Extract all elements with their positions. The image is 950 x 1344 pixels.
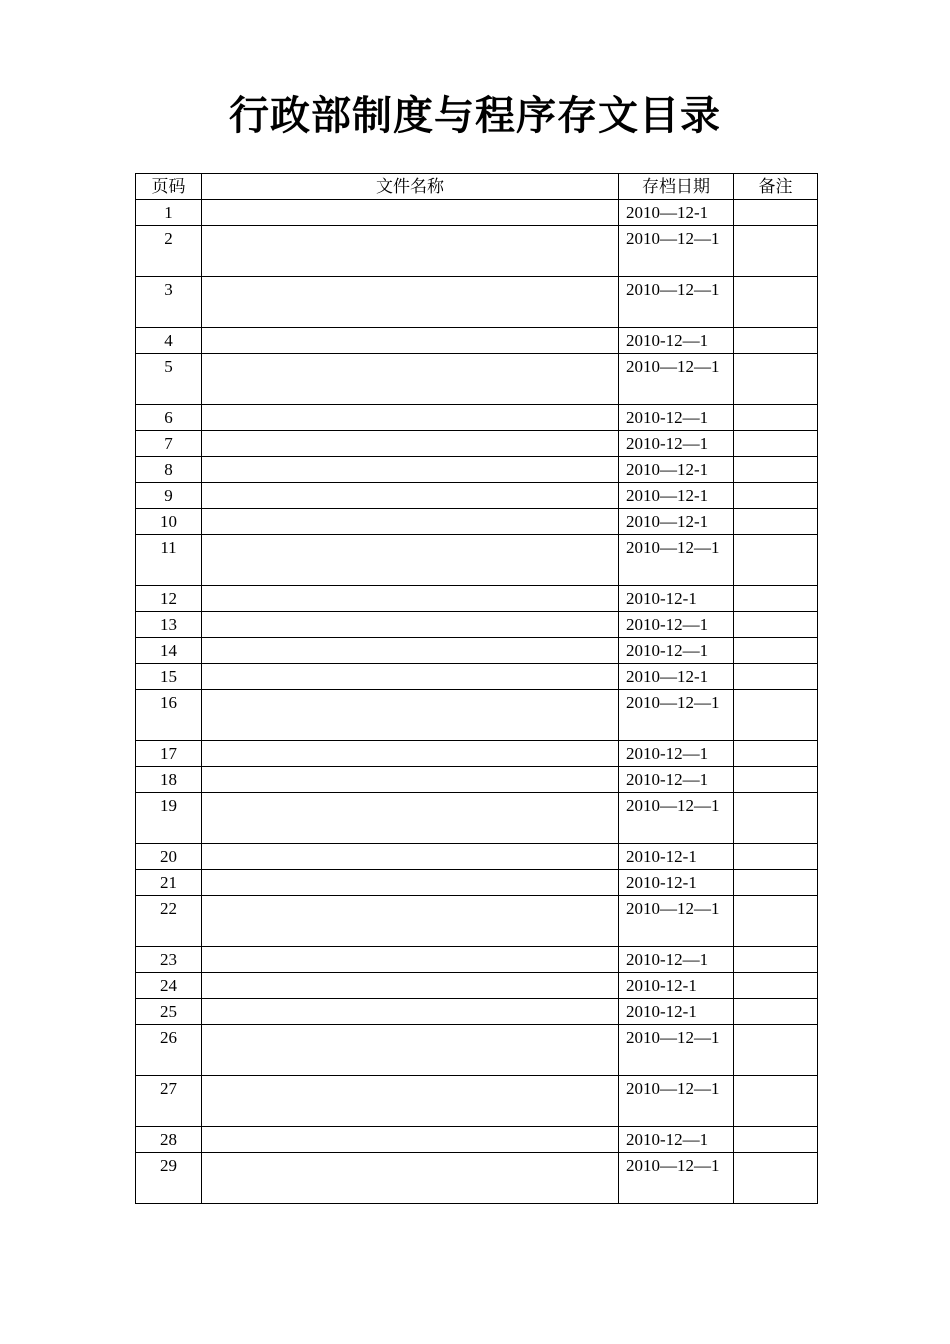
page-number-cell: 10	[136, 509, 202, 535]
remarks-cell	[734, 973, 818, 999]
table-row	[136, 793, 818, 844]
page-number-cell: 26	[136, 1025, 202, 1076]
archive-date-cell: 2010—12-1	[619, 457, 734, 483]
archive-date-cell: 2010—12—1	[619, 1076, 734, 1127]
file-name-cell	[202, 1127, 619, 1153]
archive-date-cell: 2010-12—1	[619, 1127, 734, 1153]
file-name-cell	[202, 405, 619, 431]
file-name-cell	[202, 200, 619, 226]
remarks-cell	[734, 947, 818, 973]
table-row	[136, 1025, 818, 1076]
remarks-cell	[734, 741, 818, 767]
remarks-cell	[734, 638, 818, 664]
archive-date-cell: 2010-12—1	[619, 947, 734, 973]
file-name-cell	[202, 1025, 619, 1076]
table-row	[136, 1127, 818, 1153]
remarks-cell	[734, 793, 818, 844]
page-number-cell: 8	[136, 457, 202, 483]
file-name-cell	[202, 973, 619, 999]
table-row	[136, 1153, 818, 1204]
file-name-cell	[202, 328, 619, 354]
page-title: 行政部制度与程序存文目录	[229, 92, 721, 139]
file-name-cell	[202, 999, 619, 1025]
file-name-cell	[202, 1076, 619, 1127]
page-number-cell: 16	[136, 690, 202, 741]
page-number-cell: 22	[136, 896, 202, 947]
remarks-cell	[734, 277, 818, 328]
table-row	[136, 973, 818, 999]
table-row	[136, 354, 818, 405]
remarks-cell	[734, 1127, 818, 1153]
file-name-cell	[202, 612, 619, 638]
table-row	[136, 535, 818, 586]
table-row	[136, 509, 818, 535]
page-number-cell: 5	[136, 354, 202, 405]
archive-date-cell: 2010—12-1	[619, 664, 734, 690]
page-number-cell: 12	[136, 586, 202, 612]
remarks-cell	[734, 767, 818, 793]
table-row	[136, 664, 818, 690]
page-number-cell: 4	[136, 328, 202, 354]
page-number-cell: 1	[136, 200, 202, 226]
remarks-cell	[734, 535, 818, 586]
remarks-cell	[734, 690, 818, 741]
file-name-cell	[202, 638, 619, 664]
table-row	[136, 870, 818, 896]
remarks-cell	[734, 586, 818, 612]
archive-date-cell: 2010—12—1	[619, 1153, 734, 1204]
table-row	[136, 483, 818, 509]
file-name-cell	[202, 690, 619, 741]
file-name-cell	[202, 277, 619, 328]
remarks-cell	[734, 896, 818, 947]
table-body	[136, 200, 818, 1204]
table-row	[136, 612, 818, 638]
remarks-cell	[734, 226, 818, 277]
header-file-name: 文件名称	[202, 174, 619, 200]
archive-date-cell: 2010—12—1	[619, 354, 734, 405]
remarks-cell	[734, 328, 818, 354]
table-row	[136, 741, 818, 767]
file-name-cell	[202, 870, 619, 896]
table-row	[136, 328, 818, 354]
file-name-cell	[202, 844, 619, 870]
file-name-cell	[202, 226, 619, 277]
file-name-cell	[202, 509, 619, 535]
page-number-cell: 9	[136, 483, 202, 509]
table-row	[136, 586, 818, 612]
file-name-cell	[202, 431, 619, 457]
archive-date-cell: 2010—12—1	[619, 793, 734, 844]
file-name-cell	[202, 354, 619, 405]
table-row	[136, 767, 818, 793]
document-catalog-table	[135, 173, 818, 1204]
table-row	[136, 277, 818, 328]
page-number-cell: 23	[136, 947, 202, 973]
archive-date-cell: 2010-12—1	[619, 741, 734, 767]
page-number-cell: 15	[136, 664, 202, 690]
page-number-cell: 24	[136, 973, 202, 999]
table-row	[136, 690, 818, 741]
file-name-cell	[202, 586, 619, 612]
remarks-cell	[734, 457, 818, 483]
archive-date-cell: 2010-12-1	[619, 973, 734, 999]
page-number-cell: 2	[136, 226, 202, 277]
table-row	[136, 457, 818, 483]
table-row	[136, 405, 818, 431]
file-name-cell	[202, 947, 619, 973]
archive-date-cell: 2010-12-1	[619, 870, 734, 896]
table-row	[136, 200, 818, 226]
remarks-cell	[734, 354, 818, 405]
table-row	[136, 947, 818, 973]
archive-date-cell: 2010—12—1	[619, 896, 734, 947]
archive-date-cell: 2010-12—1	[619, 431, 734, 457]
page-number-cell: 25	[136, 999, 202, 1025]
table-row	[136, 431, 818, 457]
remarks-cell	[734, 1025, 818, 1076]
file-name-cell	[202, 664, 619, 690]
table-row	[136, 844, 818, 870]
remarks-cell	[734, 999, 818, 1025]
file-name-cell	[202, 1153, 619, 1204]
page-number-cell: 21	[136, 870, 202, 896]
archive-date-cell: 2010—12-1	[619, 509, 734, 535]
table-row	[136, 999, 818, 1025]
remarks-cell	[734, 431, 818, 457]
page-number-cell: 19	[136, 793, 202, 844]
remarks-cell	[734, 612, 818, 638]
table-row	[136, 896, 818, 947]
page-number-cell: 20	[136, 844, 202, 870]
page-number-cell: 6	[136, 405, 202, 431]
remarks-cell	[734, 483, 818, 509]
page-number-cell: 3	[136, 277, 202, 328]
page-number-cell: 27	[136, 1076, 202, 1127]
archive-date-cell: 2010-12-1	[619, 586, 734, 612]
archive-date-cell: 2010-12—1	[619, 767, 734, 793]
page-number-cell: 7	[136, 431, 202, 457]
archive-date-cell: 2010—12—1	[619, 535, 734, 586]
remarks-cell	[734, 200, 818, 226]
table-row	[136, 1076, 818, 1127]
archive-date-cell: 2010—12—1	[619, 226, 734, 277]
archive-date-cell: 2010-12—1	[619, 328, 734, 354]
file-name-cell	[202, 741, 619, 767]
page-number-cell: 17	[136, 741, 202, 767]
archive-date-cell: 2010-12—1	[619, 405, 734, 431]
file-name-cell	[202, 767, 619, 793]
file-name-cell	[202, 483, 619, 509]
table-row	[136, 638, 818, 664]
header-remarks: 备注	[734, 174, 818, 200]
archive-date-cell: 2010—12-1	[619, 483, 734, 509]
remarks-cell	[734, 664, 818, 690]
file-name-cell	[202, 896, 619, 947]
archive-date-cell: 2010—12—1	[619, 1025, 734, 1076]
file-name-cell	[202, 457, 619, 483]
archive-date-cell: 2010—12-1	[619, 200, 734, 226]
page-number-cell: 29	[136, 1153, 202, 1204]
archive-date-cell: 2010-12—1	[619, 612, 734, 638]
file-name-cell	[202, 535, 619, 586]
remarks-cell	[734, 1076, 818, 1127]
archive-date-cell: 2010-12-1	[619, 999, 734, 1025]
remarks-cell	[734, 844, 818, 870]
page-number-cell: 11	[136, 535, 202, 586]
page-number-cell: 13	[136, 612, 202, 638]
page-number-cell: 14	[136, 638, 202, 664]
header-archive-date: 存档日期	[619, 174, 734, 200]
header-page-number: 页码	[136, 174, 202, 200]
remarks-cell	[734, 1153, 818, 1204]
remarks-cell	[734, 405, 818, 431]
archive-date-cell: 2010—12—1	[619, 277, 734, 328]
remarks-cell	[734, 509, 818, 535]
archive-date-cell: 2010-12-1	[619, 844, 734, 870]
remarks-cell	[734, 870, 818, 896]
page-number-cell: 18	[136, 767, 202, 793]
table-row	[136, 226, 818, 277]
file-name-cell	[202, 793, 619, 844]
archive-date-cell: 2010—12—1	[619, 690, 734, 741]
page-number-cell: 28	[136, 1127, 202, 1153]
archive-date-cell: 2010-12—1	[619, 638, 734, 664]
table-header-row	[136, 174, 818, 200]
